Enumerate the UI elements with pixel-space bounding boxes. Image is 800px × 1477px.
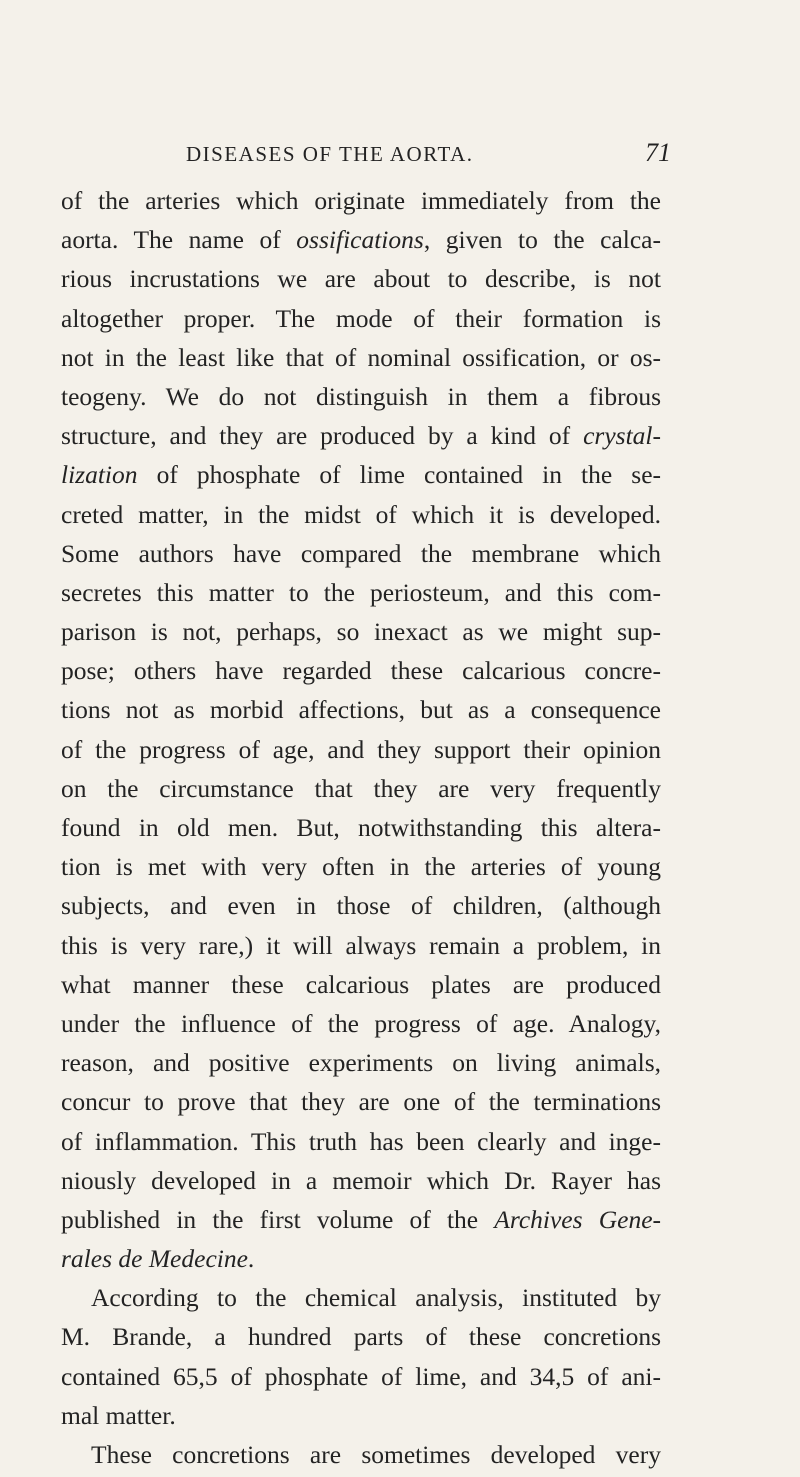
running-head: DISEASES OF THE AORTA. xyxy=(186,142,474,166)
text-line: According to the chemical analysis, instituted by xyxy=(91,1283,661,1313)
text-line: structure, and they are produced by a kind of crystal- xyxy=(61,421,661,451)
body-text xyxy=(61,181,661,1474)
text-line: lization of phosphate of lime contained in the se- xyxy=(61,460,661,490)
text-line: concur to prove that they are one of the terminations xyxy=(61,1087,661,1117)
text-line: of inflammation. This truth has been clearly and inge- xyxy=(61,1126,661,1156)
text-line: rious incrustations we are about to describe, is not xyxy=(61,264,661,294)
text-line: contained 65,5 of phosphate of lime, and 34,5 of ani- xyxy=(61,1361,661,1391)
text-line: of the arteries which originate immediately from the xyxy=(61,186,661,215)
text-line: mal matter. xyxy=(61,1400,176,1430)
text-line: tions not as morbid affections, but as a consequence xyxy=(61,695,661,725)
text-line: reason, and positive experiments on living animals, xyxy=(61,1048,661,1078)
text-line: aorta. The name of ossifications, given to the calca- xyxy=(61,225,661,255)
text-line: pose; others have regarded these calcarious concre- xyxy=(61,656,661,686)
text-line: tion is met with very often in the arteries of young xyxy=(61,852,661,882)
text-line: These concretions are sometimes developed very xyxy=(91,1440,661,1469)
text-line: subjects, and even in those of children, (although xyxy=(61,891,661,921)
text-line: rales de Medecine. xyxy=(61,1244,255,1274)
text-line: found in old men. But, notwithstanding this altera- xyxy=(61,813,661,842)
text-line: of the progress of age, and they support their opinion xyxy=(61,734,661,764)
text-line: not in the least like that of nominal ossification, or os- xyxy=(61,342,661,372)
text-line: altogether proper. The mode of their formation is xyxy=(61,303,661,333)
text-line: under the influence of the progress of age. Analogy, xyxy=(61,1008,661,1038)
page-header xyxy=(0,138,800,172)
text-line: niously developed in a memoir which Dr. Rayer has xyxy=(61,1165,661,1195)
text-line: parison is not, perhaps, so inexact as we might sup- xyxy=(61,617,661,647)
page-number: 71 xyxy=(645,138,671,167)
text-line: secretes this matter to the periosteum, and this com- xyxy=(61,577,661,607)
text-line: what manner these calcarious plates are produced xyxy=(61,969,661,999)
text-line: M. Brande, a hundred parts of these concretions xyxy=(61,1322,661,1352)
text-line: creted matter, in the midst of which it is developed. xyxy=(61,499,661,529)
text-line: published in the first volume of the Archives Gene- xyxy=(61,1204,662,1234)
text-line: teogeny. We do not distinguish in them a fibrous xyxy=(61,381,661,411)
text-line: on the circumstance that they are very frequently xyxy=(61,773,661,803)
text-line: this is very rare,) it will always remain a problem, in xyxy=(61,930,661,960)
text-line: Some authors have compared the membrane which xyxy=(61,538,661,568)
